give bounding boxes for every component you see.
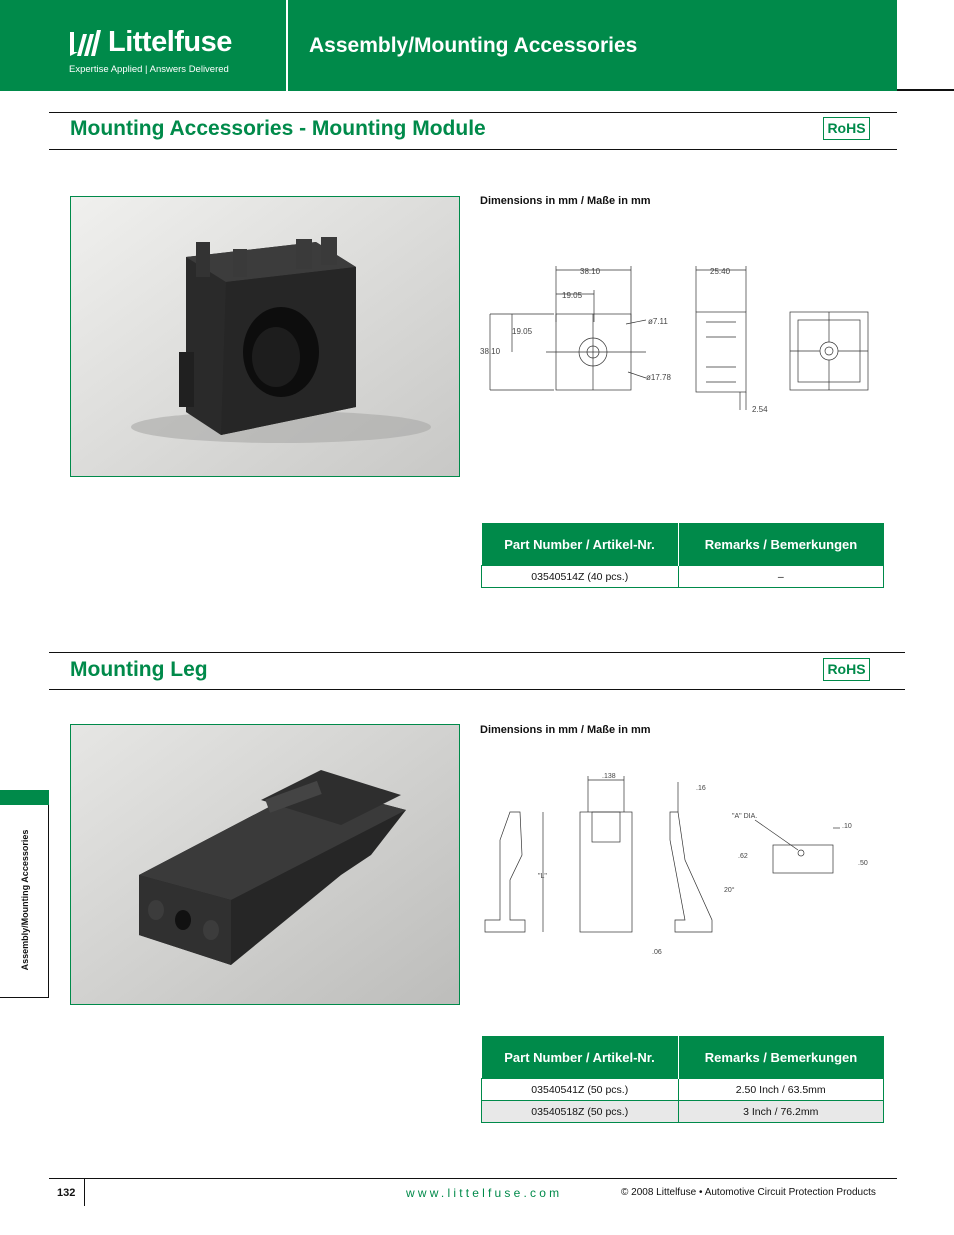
section-title: Mounting Leg: [70, 658, 208, 681]
footer-rule: [49, 1178, 897, 1179]
header-divider: [286, 0, 288, 91]
page-number: 132: [57, 1187, 76, 1199]
table-header-row: [482, 523, 884, 566]
table-row: [482, 1101, 884, 1123]
page-title: Assembly/Mounting Accessories: [309, 34, 638, 57]
dim-label-half: 19.05: [562, 291, 583, 300]
cell-remarks: 3 Inch / 76.2mm: [678, 1101, 884, 1123]
dim-label-height-half: 19.05: [512, 327, 533, 336]
side-tab-marker: [0, 790, 49, 805]
dim-label-inner-dia: ø7.11: [648, 317, 668, 326]
table-header-row: [482, 1036, 884, 1079]
dim-label-thickness: 2.54: [752, 405, 768, 414]
side-tab-label: Assembly/Mounting Accessories: [20, 829, 30, 971]
dim-label-length: "L": [538, 873, 547, 880]
dim-label-d: .62: [738, 853, 748, 860]
brand-name: Littelfuse: [108, 26, 232, 58]
col-header-remarks: Remarks / Bemerkungen: [678, 523, 884, 566]
cell-remarks: 2.50 Inch / 63.5mm: [678, 1079, 884, 1101]
dim-label-width: 38.10: [580, 267, 601, 276]
table-row: [482, 1079, 884, 1101]
part-table-module: [481, 523, 884, 588]
dim-label-a: .138: [602, 773, 616, 780]
brand-tagline: Expertise Applied | Answers Delivered: [69, 64, 229, 75]
dim-label-f: .06: [652, 949, 662, 956]
section-rule-top: [49, 112, 897, 113]
footer-url-link[interactable]: www.littelfuse.com: [406, 1186, 563, 1200]
dimensions-label: Dimensions in mm / Maße in mm: [480, 724, 651, 736]
section-rule-top: [49, 652, 905, 653]
cell-part-number: 03540514Z (40 pcs.): [482, 566, 679, 588]
section-rule-bottom: [49, 689, 905, 690]
littelfuse-logo-icon: [69, 28, 103, 58]
product-photo-mounting-module: [70, 196, 460, 477]
mounting-leg-drawing: [480, 770, 880, 960]
dim-label-angle: 20°: [724, 887, 735, 894]
dim-label-c: .10: [842, 823, 852, 830]
dim-label-outer-dia: ø17.78: [646, 373, 671, 382]
header-rule: [897, 89, 954, 91]
dim-label-e: .50: [858, 860, 868, 867]
dim-label-b: .16: [696, 785, 706, 792]
dimensions-label: Dimensions in mm / Maße in mm: [480, 195, 651, 207]
col-header-part: Part Number / Artikel-Nr.: [482, 1036, 679, 1079]
footer-copyright: © 2008 Littelfuse • Automotive Circuit Protection Products: [621, 1187, 876, 1198]
rohs-badge: RoHS: [823, 658, 870, 681]
dim-label-dia: "A" DIA.: [732, 813, 758, 820]
section-title: Mounting Accessories - Mounting Module: [70, 117, 486, 140]
mounting-module-drawing: [476, 262, 886, 422]
product-photo-mounting-leg: [70, 724, 460, 1005]
table-row: [482, 566, 884, 588]
col-header-part: Part Number / Artikel-Nr.: [482, 523, 679, 566]
col-header-remarks: Remarks / Bemerkungen: [678, 1036, 884, 1079]
cell-part-number: 03540541Z (50 pcs.): [482, 1079, 679, 1101]
cell-remarks: –: [678, 566, 884, 588]
dim-label-height: 38.10: [480, 347, 501, 356]
dim-label-side: 25.40: [710, 267, 731, 276]
rohs-badge: RoHS: [823, 117, 870, 140]
section-rule-bottom: [49, 149, 897, 150]
footer-divider: [84, 1179, 85, 1206]
part-table-leg: [481, 1036, 884, 1123]
cell-part-number: 03540518Z (50 pcs.): [482, 1101, 679, 1123]
